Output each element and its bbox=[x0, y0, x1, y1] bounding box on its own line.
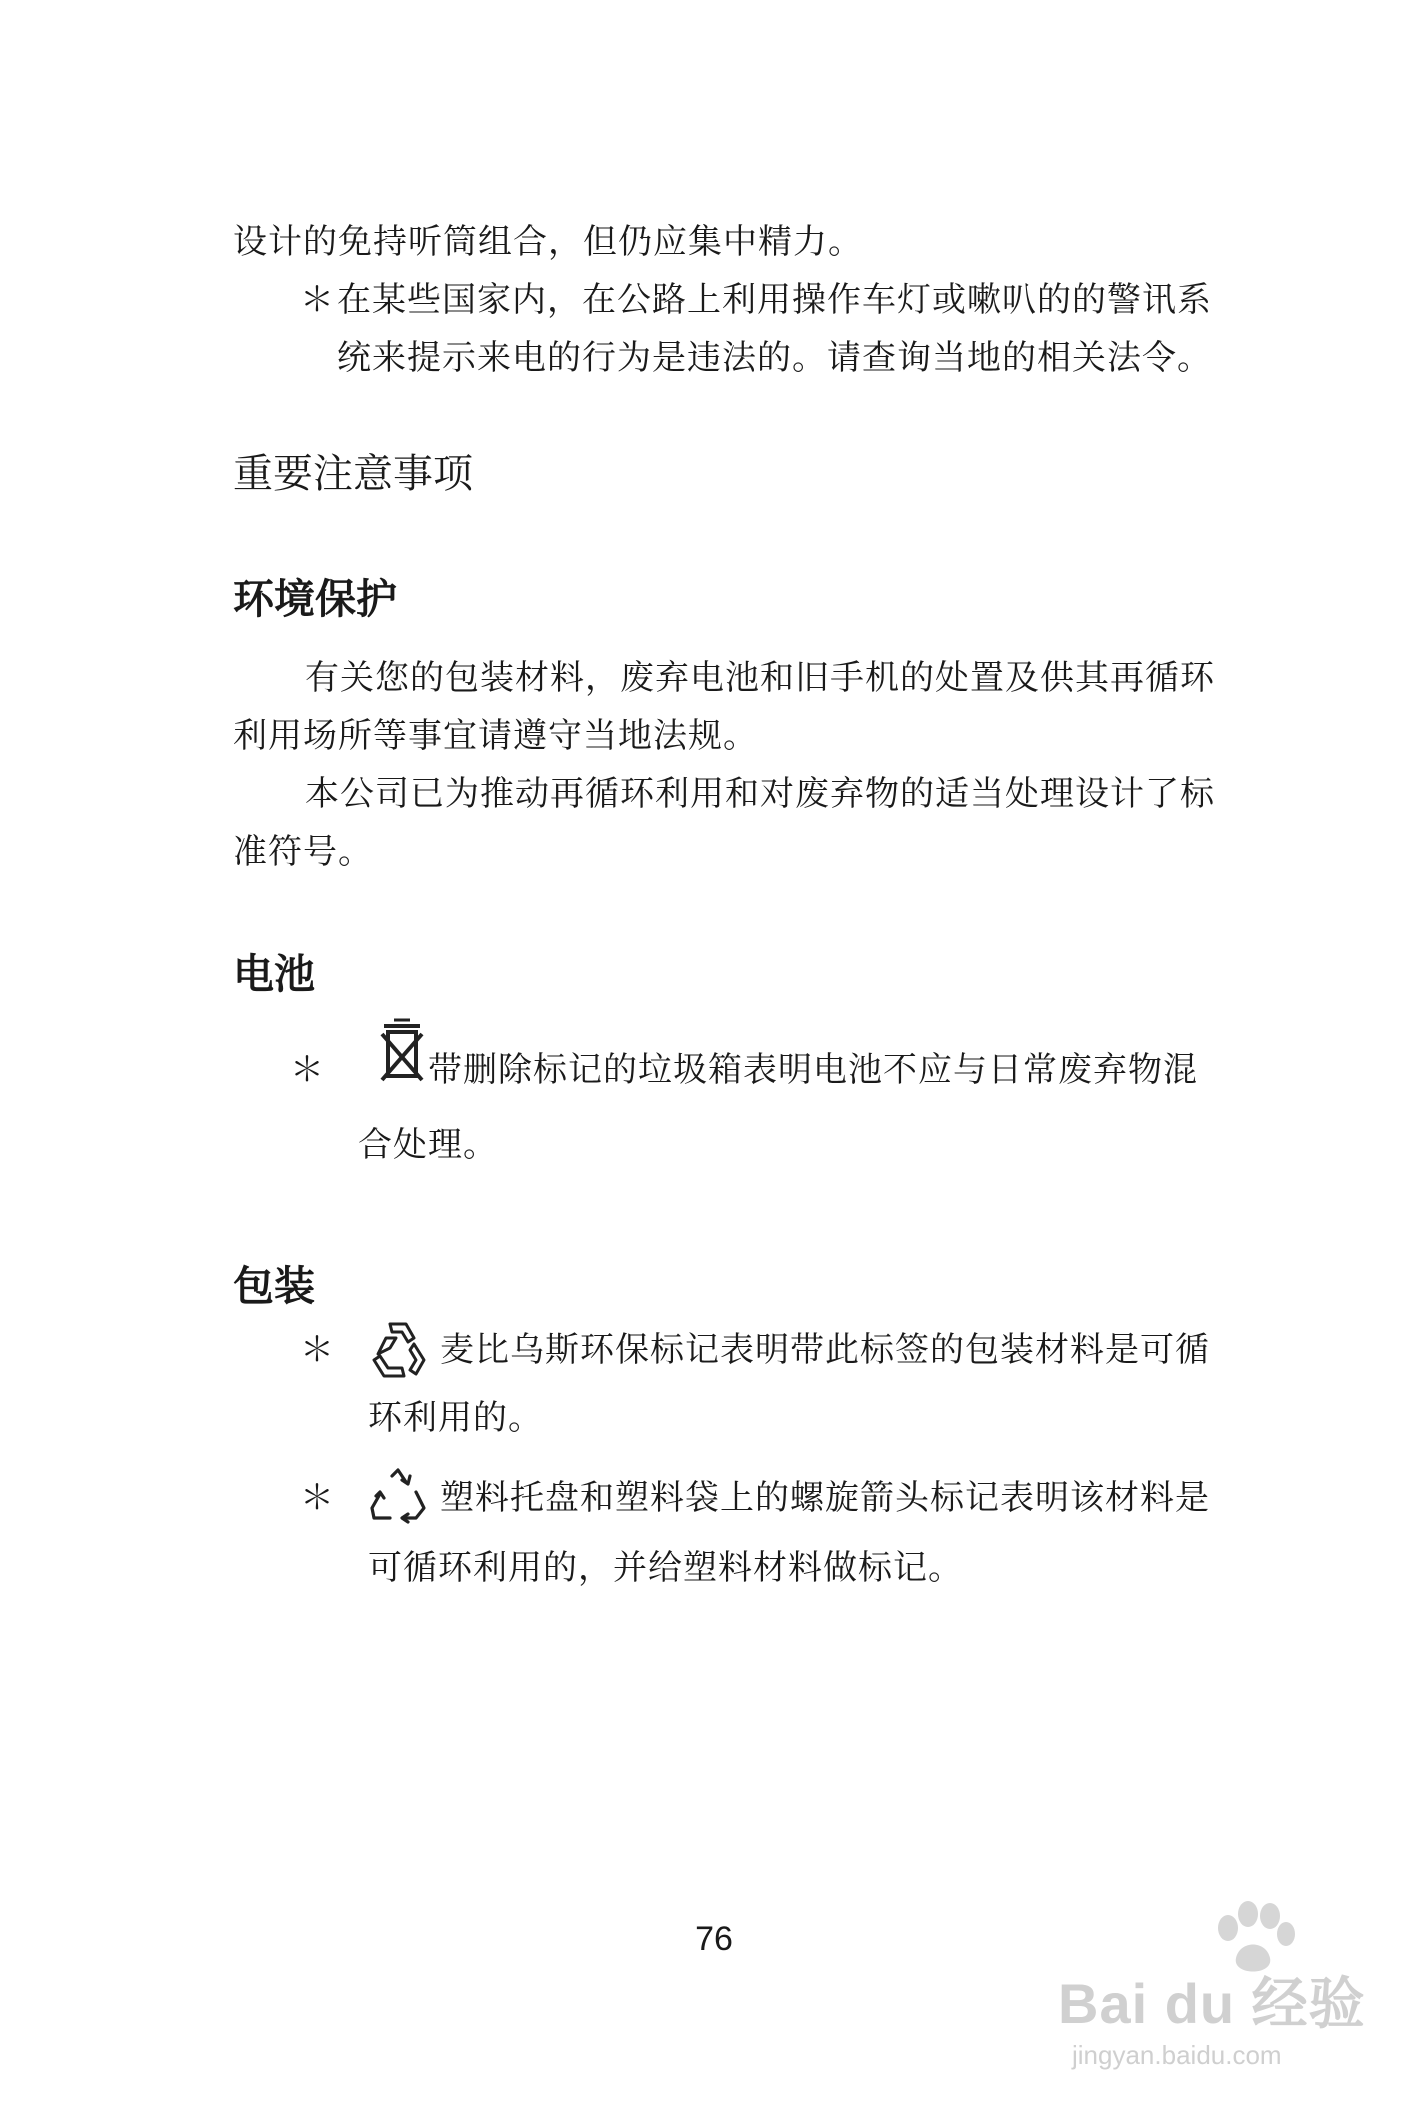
section-heading-packaging: 包装 bbox=[233, 1262, 315, 1310]
environment-paragraph-line: 准符号。 bbox=[233, 832, 373, 872]
page-number: 76 bbox=[695, 1920, 733, 1958]
intro-line: 设计的免持听筒组合，但仍应集中精力。 bbox=[233, 222, 863, 262]
environment-paragraph-line: 本公司已为推动再循环利用和对废弃物的适当处理设计了标 bbox=[305, 774, 1215, 814]
bullet-marker: ＊ bbox=[300, 1330, 334, 1370]
section-heading-important: 重要注意事项 bbox=[233, 451, 473, 497]
battery-line: 合处理。 bbox=[358, 1125, 498, 1165]
section-heading-battery: 电池 bbox=[233, 950, 315, 998]
mobius-loop-icon bbox=[368, 1318, 428, 1382]
baidu-watermark bbox=[1058, 1900, 1388, 2080]
crossed-out-bin-icon bbox=[378, 1018, 426, 1090]
environment-paragraph-line: 有关您的包装材料，废弃电池和旧手机的处置及供其再循环 bbox=[305, 658, 1215, 698]
section-heading-environment: 环境保护 bbox=[233, 575, 397, 623]
intro-bullet-line: 统来提示来电的行为是违法的。请查询当地的相关法令。 bbox=[337, 338, 1212, 378]
bullet-marker: ＊ bbox=[300, 1478, 334, 1518]
environment-paragraph-line: 利用场所等事宜请遵守当地法规。 bbox=[233, 716, 758, 756]
recycle-triangle-icon bbox=[368, 1468, 428, 1524]
bullet-marker: ＊ bbox=[290, 1050, 324, 1090]
packaging-line: 塑料托盘和塑料袋上的螺旋箭头标记表明该材料是 bbox=[440, 1478, 1210, 1518]
watermark-url: jingyan.baidu.com bbox=[1072, 2040, 1282, 2070]
bullet-marker: ＊ bbox=[300, 280, 334, 320]
packaging-line: 麦比乌斯环保标记表明带此标签的包装材料是可循 bbox=[440, 1330, 1210, 1370]
battery-line: 带删除标记的垃圾箱表明电池不应与日常废弃物混 bbox=[428, 1050, 1198, 1090]
packaging-line: 环利用的。 bbox=[368, 1398, 543, 1438]
packaging-line: 可循环利用的，并给塑料材料做标记。 bbox=[368, 1548, 963, 1588]
intro-bullet-line: 在某些国家内，在公路上利用操作车灯或嗽叭的的警讯系 bbox=[337, 280, 1212, 320]
watermark-logo-text: Bai du 经验 bbox=[1058, 1972, 1366, 2035]
